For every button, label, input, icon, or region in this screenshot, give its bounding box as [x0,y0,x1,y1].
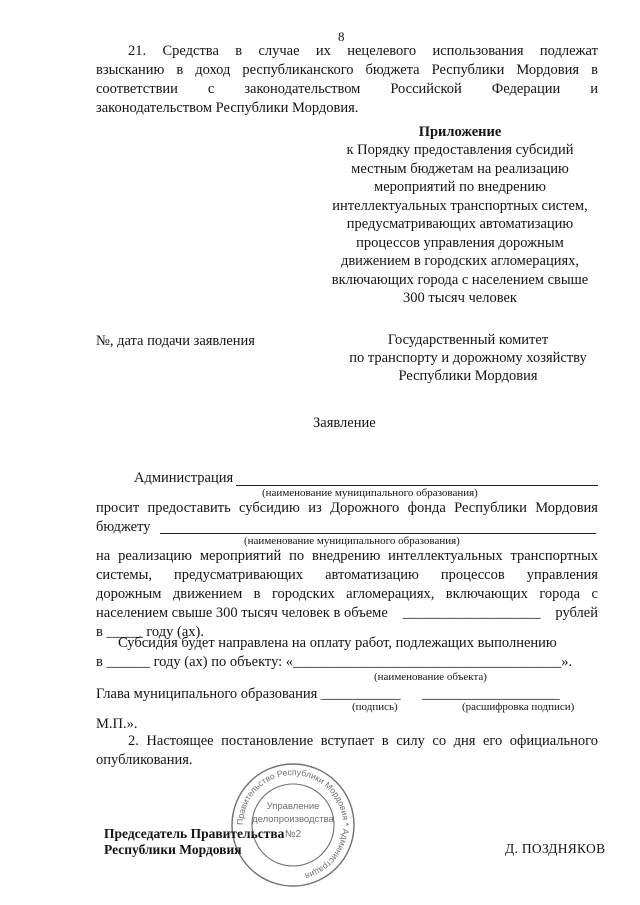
word: фонда [407,500,446,516]
word: доход [195,62,231,78]
signer-title-line-2: Республики Мордовия [104,842,242,857]
page-number: 8 [338,29,345,44]
clause-2-line-1 [128,733,598,750]
clause-21-line-4: законодательством Республики Мордовия. [96,100,359,116]
word: Республики [454,500,527,516]
appendix-line: предусматривающих автоматизацию [346,216,574,232]
purpose-line-4 [96,605,598,622]
word: предоставить [147,500,231,516]
word: Республики [431,62,505,78]
appendix-line: к Порядку предоставления субсидий [346,142,574,158]
direction-line: Субсидия будет направлена на оплату работ, подлежащих выполнению [118,635,557,651]
word: процессов [440,567,505,583]
word: дня [453,733,476,749]
clause-21-line-1 [128,43,598,60]
word: города [539,586,581,602]
word: автоматизацию [325,567,419,583]
object-line [96,654,572,671]
word: использования [432,43,524,59]
word: транспортных [510,548,598,564]
word: 2. [128,733,139,749]
addressee [318,331,618,385]
admin-caption: (наименование муниципального образования) [262,487,478,499]
object-blank: _____________________________________ [293,654,562,670]
purpose-line-1 [96,548,598,565]
decoding-caption: (расшифровка подписи) [462,701,575,713]
word: их [315,43,331,59]
appendix-line: мероприятий по внедрению [374,179,546,195]
word: интеллектуальных [388,548,503,564]
word: с [207,81,215,97]
word: Настоящее [146,733,214,749]
request-line [96,500,598,517]
word: системы, [96,567,152,583]
word: в [253,586,261,602]
word: предусматривающих [173,567,304,583]
word: Мордовия [535,500,598,516]
word: бюджета [365,62,420,78]
addressee-line: Государственный комитет [387,332,549,348]
clause-21-line-2 [96,62,598,79]
clause-2-line-2: опубликования. [96,752,193,768]
word: городских [271,586,335,602]
word: по [289,548,305,564]
admin-label: Администрация [134,470,234,486]
appendix-line: местным бюджетам на реализацию [351,160,569,177]
object-line-end: ». [561,654,573,670]
admin-fill-line [236,485,598,486]
word: в [591,62,598,78]
stamp-line-1: Управление [266,801,320,812]
stamp-line-2: делопроизводства [252,814,334,825]
word: агломерациях, [346,586,435,602]
addressee-line: по транспорту и дорожному хозяйству [349,350,587,366]
word: вступает [320,733,375,749]
appendix-line: 300 тысяч человек [403,290,517,306]
word: случае [258,43,300,59]
word: внедрению [312,548,381,564]
application-number-label: №, дата подачи заявления [96,333,255,349]
word: с [591,586,598,602]
word: республиканского [242,62,354,78]
word: нецелевого [347,43,417,59]
word: дорожным [96,586,162,602]
appendix-line: включающих города с населением свыше [331,271,589,288]
word: Российской [390,81,462,97]
purpose-line-2 [96,567,598,584]
appendix-line: интеллектуальных транспортных систем, [332,197,588,214]
word: в [381,733,389,749]
statement-title: Заявление [313,415,376,431]
word: соответствии [96,81,178,97]
clause-21-line-3 [96,81,598,98]
word: Дорожного [330,500,400,516]
stamp-number: №2 [284,829,302,840]
word: Федерации [491,81,561,97]
word: постановление [221,733,314,749]
word: из [308,500,322,516]
stamp-ring-text: Правительство Республики Мордовия * Администрация [234,766,352,882]
word: включающих [445,586,528,602]
signer-name: Д. ПОЗДНЯКОВ [505,841,606,856]
word: законодательством [244,81,361,97]
year-line: в _____ году (ах). [96,624,204,640]
word: его [482,733,503,749]
appendix-line: процессов управления дорожным [356,234,564,251]
word: со [432,733,447,749]
word: движением [172,586,243,602]
signature-caption: (подпись) [352,701,398,713]
word: силу [396,733,425,749]
signer-title-line-1: Председатель Правительства [104,826,285,841]
budget-label: бюджету [96,519,151,535]
word: подлежат [539,43,598,59]
word: Средства [162,43,219,59]
currency-label: рублей [555,605,598,621]
decoding-blank: ___________________ [421,686,560,702]
budget-caption: (наименование муниципального образования) [244,535,460,547]
amount-blank: ___________________ [402,605,541,621]
word: и [590,81,598,97]
head-label: Глава муниципального образования [96,686,318,702]
appendix-line: движением в городских агломерациях, [340,253,580,269]
object-line-start: в ______ году (ах) по объекту: « [96,654,294,670]
word: официального [509,733,598,749]
word: просит [96,500,140,516]
appendix-text [300,141,620,308]
word: взысканию [96,62,165,78]
purpose-line-3 [96,586,598,603]
signature-blank: ___________ [320,686,401,702]
word: Мордовия [516,62,580,78]
object-caption: (наименование объекта) [374,671,487,683]
purpose-line-4-text: населением свыше 300 тысяч человек в объеме [96,605,388,621]
word: субсидию [239,500,300,516]
word: управления [526,567,598,583]
word: на [96,548,111,564]
word: в [176,62,184,78]
word: реализацию [118,548,192,564]
word: 21. [128,43,147,59]
addressee-line: Республики Мордовия [398,368,538,384]
appendix-title: Приложение [418,124,502,140]
seal-place: М.П.». [96,716,138,732]
word: мероприятий [199,548,282,564]
word: в [235,43,243,59]
budget-fill-line [160,533,596,534]
